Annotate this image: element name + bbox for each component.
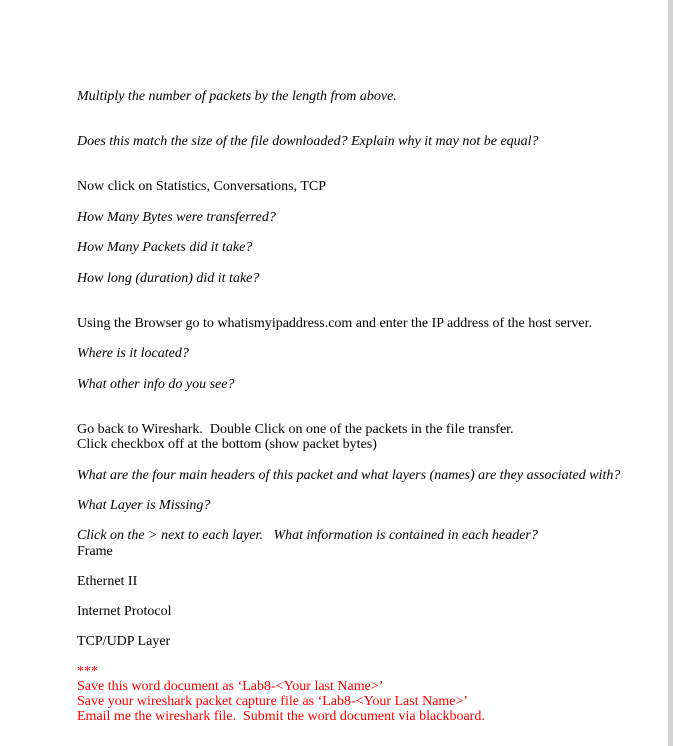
line-statistics-instruction: Now click on Statistics, Conversations, TCP	[77, 179, 327, 194]
line-multiply-instruction: Multiply the number of packets by the length from above.	[77, 89, 397, 104]
line-bytes-question: How Many Bytes were transferred?	[77, 210, 276, 225]
line-ethernet-label: Ethernet II	[77, 574, 138, 589]
line-checkbox-instruction: Click checkbox off at the bottom (show packet bytes)	[77, 437, 377, 452]
line-other-info-question: What other info do you see?	[77, 377, 235, 392]
line-frame-label: Frame	[77, 544, 113, 559]
line-ip-label: Internet Protocol	[77, 604, 172, 619]
line-packets-question: How Many Packets did it take?	[77, 240, 253, 255]
line-tcpudp-label: TCP/UDP Layer	[77, 634, 171, 649]
line-match-size-question: Does this match the size of the file downloaded? Explain why it may not be equal?	[77, 134, 539, 149]
line-headers-question: What are the four main headers of this packet and what layers (names) are they associated with?	[77, 468, 621, 483]
page-right-edge	[668, 0, 673, 746]
line-browser-instruction: Using the Browser go to whatismyipaddress.com and enter the IP address of the host server.	[77, 316, 593, 331]
document-content	[77, 0, 667, 724]
line-save-capture-note: Save your wireshark packet capture file as ‘Lab8-<Your Last Name>’	[77, 694, 469, 709]
line-duration-question: How long (duration) did it take?	[77, 271, 260, 286]
line-located-question: Where is it located?	[77, 346, 189, 361]
line-goback-instruction: Go back to Wireshark. Double Click on one of the packets in the file transfer.	[77, 422, 514, 437]
line-save-doc-note: Save this word document as ‘Lab8-<Your last Name>’	[77, 679, 384, 694]
line-email-note: Email me the wireshark file. Submit the word document via blackboard.	[77, 709, 485, 724]
line-missing-layer-question: What Layer is Missing?	[77, 498, 211, 513]
line-expand-layer-question: Click on the > next to each layer. What information is contained in each header?	[77, 528, 538, 543]
line-red-asterisks: ***	[77, 664, 98, 679]
